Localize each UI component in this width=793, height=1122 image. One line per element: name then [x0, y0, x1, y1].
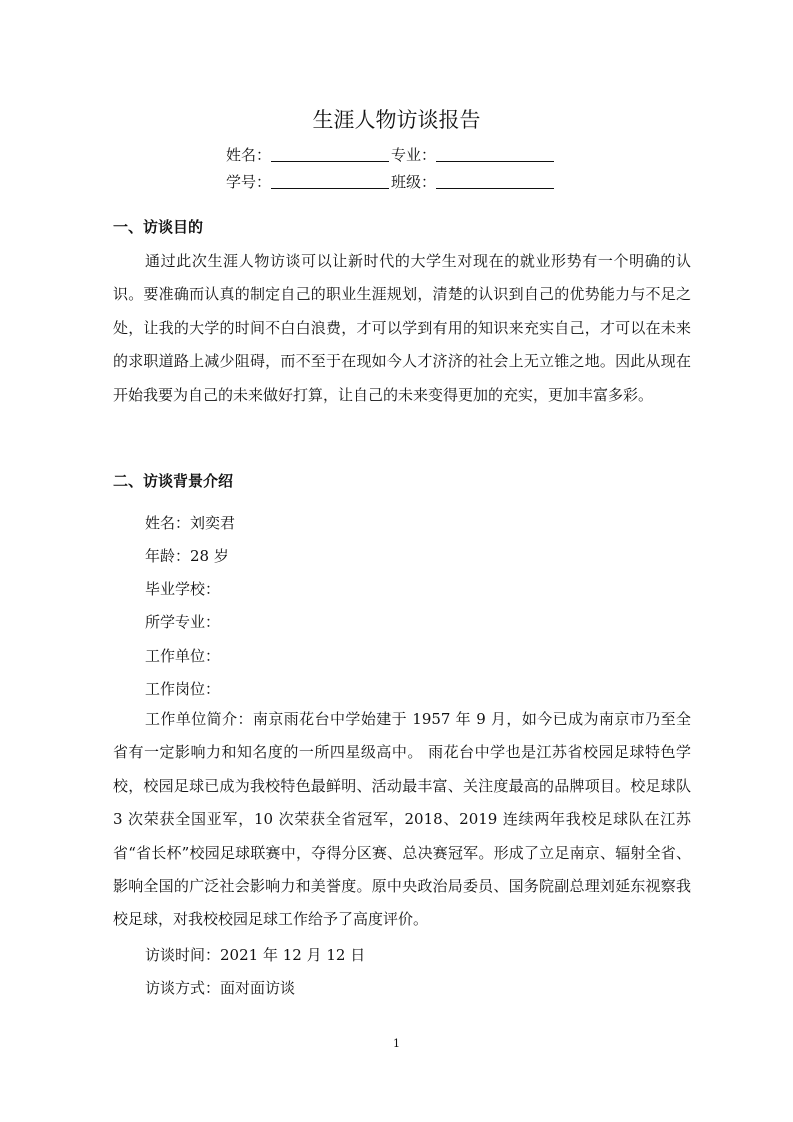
background-name: 姓名：刘奕君 — [145, 514, 236, 532]
section-heading-purpose: 一、访谈目的 — [113, 218, 204, 236]
name-label: 姓名： — [226, 146, 272, 164]
background-major: 所学专业： — [145, 613, 221, 631]
background-workplace: 工作单位： — [145, 647, 221, 665]
background-age: 年龄：28 岁 — [145, 547, 229, 565]
background-position: 工作岗位： — [145, 680, 221, 698]
class-label: 班级： — [391, 173, 437, 191]
page-number: 1 — [393, 1037, 400, 1050]
major-blank — [436, 145, 554, 162]
student-id-blank — [271, 172, 389, 189]
student-id-label: 学号： — [226, 173, 272, 191]
document-title: 生涯人物访谈报告 — [312, 108, 481, 132]
info-row-id-class — [226, 171, 556, 193]
section-heading-background: 二、访谈背景介绍 — [113, 472, 234, 490]
major-label: 专业： — [391, 146, 437, 164]
background-school: 毕业学校： — [145, 580, 221, 598]
info-row-name-major — [226, 144, 556, 166]
name-blank — [271, 145, 389, 162]
workplace-intro-paragraph: 工作单位简介：南京雨花台中学始建于 1957 年 9 月，如今已成为南京市乃至全省有一定影响力和知名度的一所四星级高中。 雨花台中学也是江苏省校园足球特色学校，校园足球已成为我校特色最鲜明、活动最丰富、关注度最高的品牌项目。校足球队 3 次荣获全国亚军，10 次荣获全省冠军，2018、2019 连续两年我校足球队在江苏省“省长杯”校园足球联赛中，夺得分区赛、总决赛冠军。形成了立足南京、辐射全省、影响全国的广泛社会影响力和美誉度。原中央政治局委员、国务院副总理刘延东视察我校足球，对我校校园足球工作给予了高度评价。 — [113, 710, 691, 929]
class-blank — [436, 172, 554, 189]
interview-method: 访谈方式：面对面访谈 — [145, 979, 296, 997]
interview-time: 访谈时间：2021 年 12 月 12 日 — [145, 946, 366, 964]
purpose-paragraph: 通过此次生涯人物访谈可以让新时代的大学生对现在的就业形势有一个明确的认识。要准确而认真的制定自己的职业生涯规划，清楚的认识到自己的优势能力与不足之处，让我的大学的时间不白白浪费，才可以学到有用的知识来充实自己，才可以在未来的求职道路上减少阻碍，而不至于在现如今人才济济的社会上无立锥之地。因此从现在开始我要为自己的未来做好打算，让自己的未来变得更加的充实，更加丰富多彩。 — [113, 252, 691, 404]
